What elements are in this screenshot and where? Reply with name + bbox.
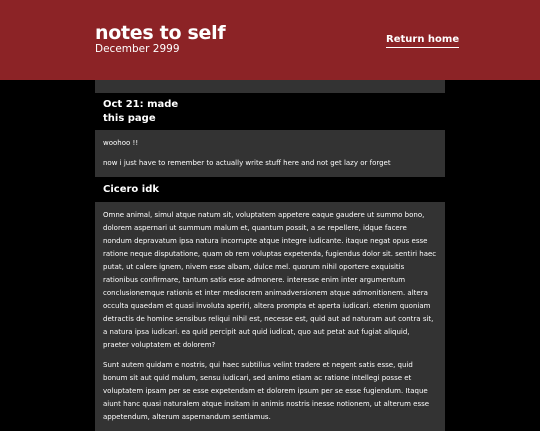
post-title: Cicero idk: [103, 184, 159, 195]
site-date: December 2999: [95, 43, 180, 55]
post-body: [95, 130, 445, 177]
post-paragraph: woohoo !!: [103, 139, 139, 147]
post-paragraph: Omne animal, simul atque natum sit, voluptatem appetere eaque gaudere ut summo bono, dolorem aspernari ut summum malum et, quantum possit, a se repellere, idque facere nondum depravatum ipsa natura incorrupte atque integre iudicante. itaque negat opus esse ratione neque disputatione, quam ob rem voluptas expetenda, fugiendus dolor sit. sentiri haec putat, ut calere ignem, nivem esse albam, dulce mel. quorum nihil oportere exquisitis rationibus confirmare, tantum satis esse admonere. interesse enim inter argumentum conclusionemque rationis et inter mediocrem animadversionem atque admonitionem. altera occulta quaedam et quasi involuta aperiri, altera prompta et aperta iudicari. etenim quoniam detractis de homine sensibus reliqui nihil est, necesse est, quid aut ad naturam aut contra sit, a natura ipsa iudicari. ea quid percipit aut quid iudicat, quo aut petat aut fugiat aliquid, praeter voluptatem et dolorem?: [103, 211, 437, 349]
site-header: [0, 0, 540, 80]
post-paragraph: now i just have to remember to actually write stuff here and not get lazy or forget: [103, 159, 391, 167]
site-title: notes to self: [95, 22, 226, 44]
post-paragraph: Sunt autem quidam e nostris, qui haec subtilius velint tradere et negent satis esse, quid bonum sit aut quid malum, sensu iudicari, sed animo etiam ac ratione intellegi posse et voluptatem ipsam per se esse expetendam et dolorem ipsum per se esse fugiendum. Itaque aiunt hanc quasi naturalem atque insitam in animis nostris inesse notionem, ut alterum esse appetendum, alterum aspernandum sentiamus.: [103, 361, 430, 421]
post-header: [95, 93, 445, 130]
post-body: [95, 202, 445, 431]
main-content: [95, 80, 445, 421]
content-top-strip: [95, 80, 445, 93]
return-home-link[interactable]: Return home: [386, 33, 459, 48]
post-header: [95, 177, 445, 202]
post-title: Oct 21: made this page: [103, 99, 179, 124]
